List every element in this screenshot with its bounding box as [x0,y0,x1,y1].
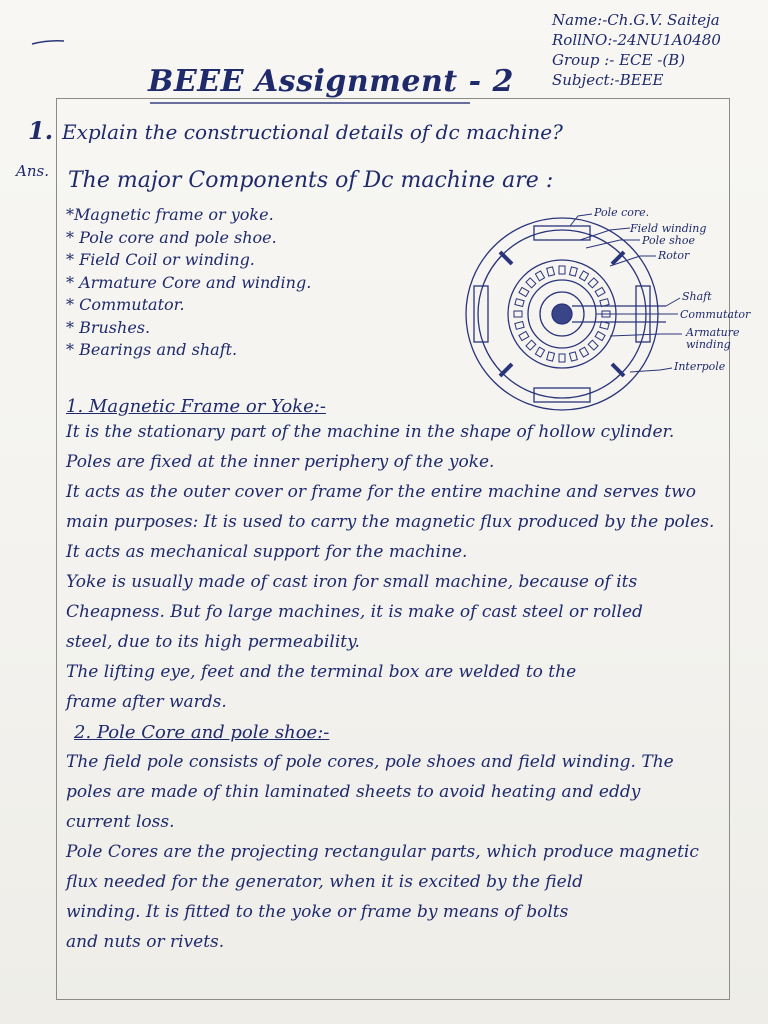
text-line: The lifting eye, feet and the terminal box are welded to the [66,662,577,682]
list-item: * Brushes. [66,317,151,337]
answer-intro: The major Components of Dc machine are : [68,168,554,193]
subject: Subject:-BEEE [552,71,664,89]
label-interpole: Interpole [674,360,726,373]
armature-slot [519,331,529,340]
armature-slot [519,287,529,296]
armature-slot [595,331,605,340]
armature-slot [588,278,598,288]
text-line: It acts as mechanical support for the machine. [66,542,468,562]
armature-slot [569,267,577,276]
text-line: flux needed for the generator, when it is excited by the field [66,872,584,892]
pole-top [534,226,590,240]
pole-left [474,286,488,342]
text-line: Cheapness. But fo large machines, it is make of cast steel or rolled [66,602,643,622]
armature-slot [588,340,598,350]
text-line: It is the stationary part of the machine in the shape of hollow cylinder. [66,422,675,442]
title-underline [150,102,470,104]
text-line: It acts as the outer cover or frame for the entire machine and serves two [66,482,696,502]
text-line: current loss. [66,812,175,832]
shaft [552,304,572,324]
dc-machine-diagram [460,196,760,416]
section1-heading: 1. Magnetic Frame or Yoke:- [66,396,326,417]
list-item: * Commutator. [66,295,185,314]
text-line: Yoke is usually made of cast iron for small machine, because of its [66,572,638,592]
text-line: and nuts or rivets. [66,932,225,952]
student-name: Name:-Ch.G.V. Saiteja [552,11,720,29]
armature-slot [535,347,544,357]
group: Group :- ECE -(B) [552,51,686,69]
label-armature: Armature [686,326,740,339]
text-line: poles are made of thin laminated sheets to avoid heating and eddy [66,782,641,802]
label-pole-shoe: Pole shoe [642,234,695,247]
armature-slot [526,278,536,288]
pole-bottom [534,388,590,402]
armature-slot [547,267,555,276]
armature-slot [569,352,577,361]
armature-slot [579,347,588,357]
label-pole-core: Pole core. [594,206,650,219]
armature-slot [515,299,524,307]
armature-slot [559,266,565,274]
component-list [66,204,311,362]
text-line: main purposes: It is used to carry the magnetic flux produced by the poles. [66,512,715,532]
roll-number: RollNO:-24NU1A0480 [552,31,721,49]
armature-slot [526,340,536,350]
armature-slot [600,321,609,329]
armature-slot [547,352,555,361]
section2-heading: 2. Pole Core and pole shoe:- [74,722,330,743]
list-item: * Armature Core and winding. [66,272,312,292]
text-line: Poles are fixed at the inner periphery of the yoke. [66,452,495,472]
list-item: * Field Coil or winding. [66,250,255,269]
text-line: The field pole consists of pole cores, pole shoes and field winding. The [66,752,674,772]
armature-slot [595,287,605,296]
text-line: winding. It is fitted to the yoke or frame by means of bolts [66,902,569,922]
label-winding: winding [686,338,731,351]
text-line: frame after wards. [66,692,227,712]
label-field-winding: Field winding [630,222,707,235]
armature-slot [515,321,524,329]
label-commutator: Commutator [680,308,751,321]
margin-mark [30,36,66,48]
armature-slot [535,271,544,281]
student-details [552,10,721,90]
text-line: Pole Cores are the projecting rectangular parts, which produce magnetic [66,842,699,862]
page-title: BEEE Assignment - 2 [148,64,514,99]
armature-slot [514,311,522,317]
armature-slot [559,354,565,362]
list-item: *Magnetic frame or yoke. [66,205,274,224]
question-number: 1. [28,116,54,145]
question-text: Explain the constructional details of dc machine? [62,120,563,144]
armature-slot [600,299,609,307]
armature-slot [579,271,588,281]
list-item: * Bearings and shaft. [66,340,238,359]
answer-label: Ans. [16,162,49,180]
label-shaft: Shaft [682,290,712,303]
text-line: steel, due to its high permeability. [66,632,360,652]
label-rotor: Rotor [658,249,690,262]
list-item: * Pole core and pole shoe. [66,227,277,247]
